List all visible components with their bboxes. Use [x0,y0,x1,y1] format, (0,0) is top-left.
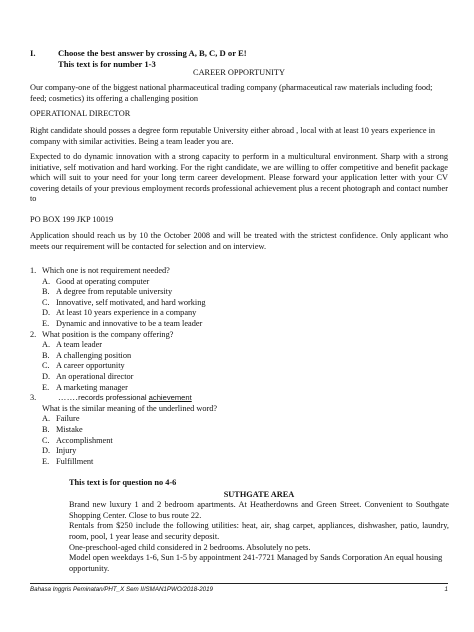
option-letter: D. [42,446,51,456]
stem-dots: ……. [58,393,79,403]
ad1-paragraph-deadline: Application should reach us by 10 the October 2008 and will be treated with the strictest confidence. Only applicant who meets our requirement will be contacted for selection and on interview. [30,231,448,251]
question-2 [30,330,448,341]
question-3-stem [30,393,448,404]
option-text: A degree from reputable university [56,287,173,297]
option-text: Failure [56,414,80,424]
ad2-title: SUTHGATE AREA [223,490,295,499]
ad1-paragraph-intro: Our company-one of the biggest national pharmaceutical trading company (pharmaceutical raw materials including food; feed; cosmetics) its offering a challenging position [30,83,433,103]
option-item[interactable] [42,457,448,468]
question-1 [30,266,448,277]
option-letter: B. [42,350,50,360]
option-text: Innovative, self motivated, and hard working [56,297,206,307]
question-list [30,266,448,467]
question-text: Which one is not requirement needed? [42,266,170,275]
option-item[interactable] [42,383,448,394]
question-number: 2. [30,329,37,339]
option-letter: A. [42,340,51,350]
option-letter: B. [42,424,50,434]
option-text: Mistake [56,424,83,434]
option-text: An operational director [56,371,134,381]
option-text: A challenging position [56,350,132,360]
instruction-line: Choose the best answer by crossing A, B, C, D or E! [58,48,247,58]
option-letter: A. [42,276,51,286]
question-1-options [30,277,448,330]
option-letter: A. [42,414,51,424]
ad1-pobox: PO BOX 199 JKP 10019 [30,215,114,224]
ad2-paragraph-location: Brand new luxury 1 and 2 bedroom apartments. At Heatherdowns and Green Street. Convenient to Southgate Shopping Center. Close to bus route 22. [69,500,449,520]
option-item[interactable] [42,446,448,457]
option-letter: C. [42,435,50,445]
ad2-paragraph-contact: Model open weekdays 1-6, Sun 1-5 by appointment 241-7721 Managed by Sands Corporation An equal housing opportunity. [69,553,443,573]
option-text: Good at operating computer [56,276,150,286]
option-letter: D. [42,308,51,318]
option-text: A marketing manager [56,382,128,392]
question-3-options [30,414,448,467]
option-text: Dynamic and innovative to be a team leader [56,318,203,328]
instructions-heading [30,48,247,69]
option-item[interactable] [42,319,448,330]
ad1-title: CAREER OPPORTUNITY [193,68,285,77]
option-item[interactable] [42,287,448,298]
option-item[interactable] [42,414,448,425]
option-text: A career opportunity [56,361,125,371]
option-letter: B. [42,287,50,297]
option-letter: E. [42,456,50,466]
option-letter: C. [42,297,50,307]
option-item[interactable] [42,372,448,383]
option-item[interactable] [42,308,448,319]
section-number: I. [30,48,36,58]
stem-text: records professional [78,393,149,403]
option-text: Fulfillment [56,456,94,466]
option-letter: D. [42,371,51,381]
option-letter: E. [42,318,50,328]
ad2-intro: This text is for question no 4-6 [69,478,177,487]
page-footer [30,583,448,593]
question-2-options [30,340,448,393]
question-stem [42,393,192,404]
underlined-word: achievement [148,393,192,403]
ad2-paragraph-rentals: Rentals from $250 include the following utilities: heat, air, shag carpet, appliances, dishwasher, patio, laundry, room, pool, 1 year lease and security deposit. [69,521,449,541]
question-text: What position is the company offering? [42,329,174,339]
option-item[interactable] [42,436,448,447]
option-letter: E. [42,382,50,392]
footer-course-info: Bahasa Inggris Peminatan/PHT_X Sem II/SMAN1PWO/2018-2019 [30,586,213,593]
option-text: Accomplishment [56,435,113,445]
ad1-paragraph-requirements: Right candidate should posses a degree form reputable University either abroad , local with at least 10 years experience in company with similar activities. Being a team leader you are. [30,126,436,146]
option-text: At least 10 years experience in a company [56,308,197,318]
ad1-paragraph-details: Expected to do dynamic innovation with a strong capacity to perform in a multicultural environment. Sharp with a strong initiative, self motivation and hard working. For the right candidate, we are willing to offer competitive and benefit package which will suit to your need for your long term career development. Please forward your application letter with your CV covering details of your previous employment records professional achievement plus a recent photograph and contact number to [30,152,448,204]
question-number: 1. [30,266,37,275]
ad2-paragraph-policy: One-preschool-aged child considered in 2 bedrooms. Absolutely no pets. [69,543,311,552]
page-number: 1 [444,586,448,593]
option-item[interactable] [42,351,448,362]
option-text: Injury [56,446,77,456]
option-text: A team leader [56,340,103,350]
option-item[interactable] [42,425,448,436]
text-range-note: This text is for number 1-3 [58,58,156,69]
question-number: 3. [30,393,37,403]
option-item[interactable] [42,361,448,372]
ad1-position: OPERATIONAL DIRECTOR [30,109,131,118]
question-3-prompt: What is the similar meaning of the underlined word? [42,403,218,413]
option-item[interactable] [42,277,448,288]
option-item[interactable] [42,340,448,351]
option-item[interactable] [42,298,448,309]
option-letter: C. [42,361,50,371]
